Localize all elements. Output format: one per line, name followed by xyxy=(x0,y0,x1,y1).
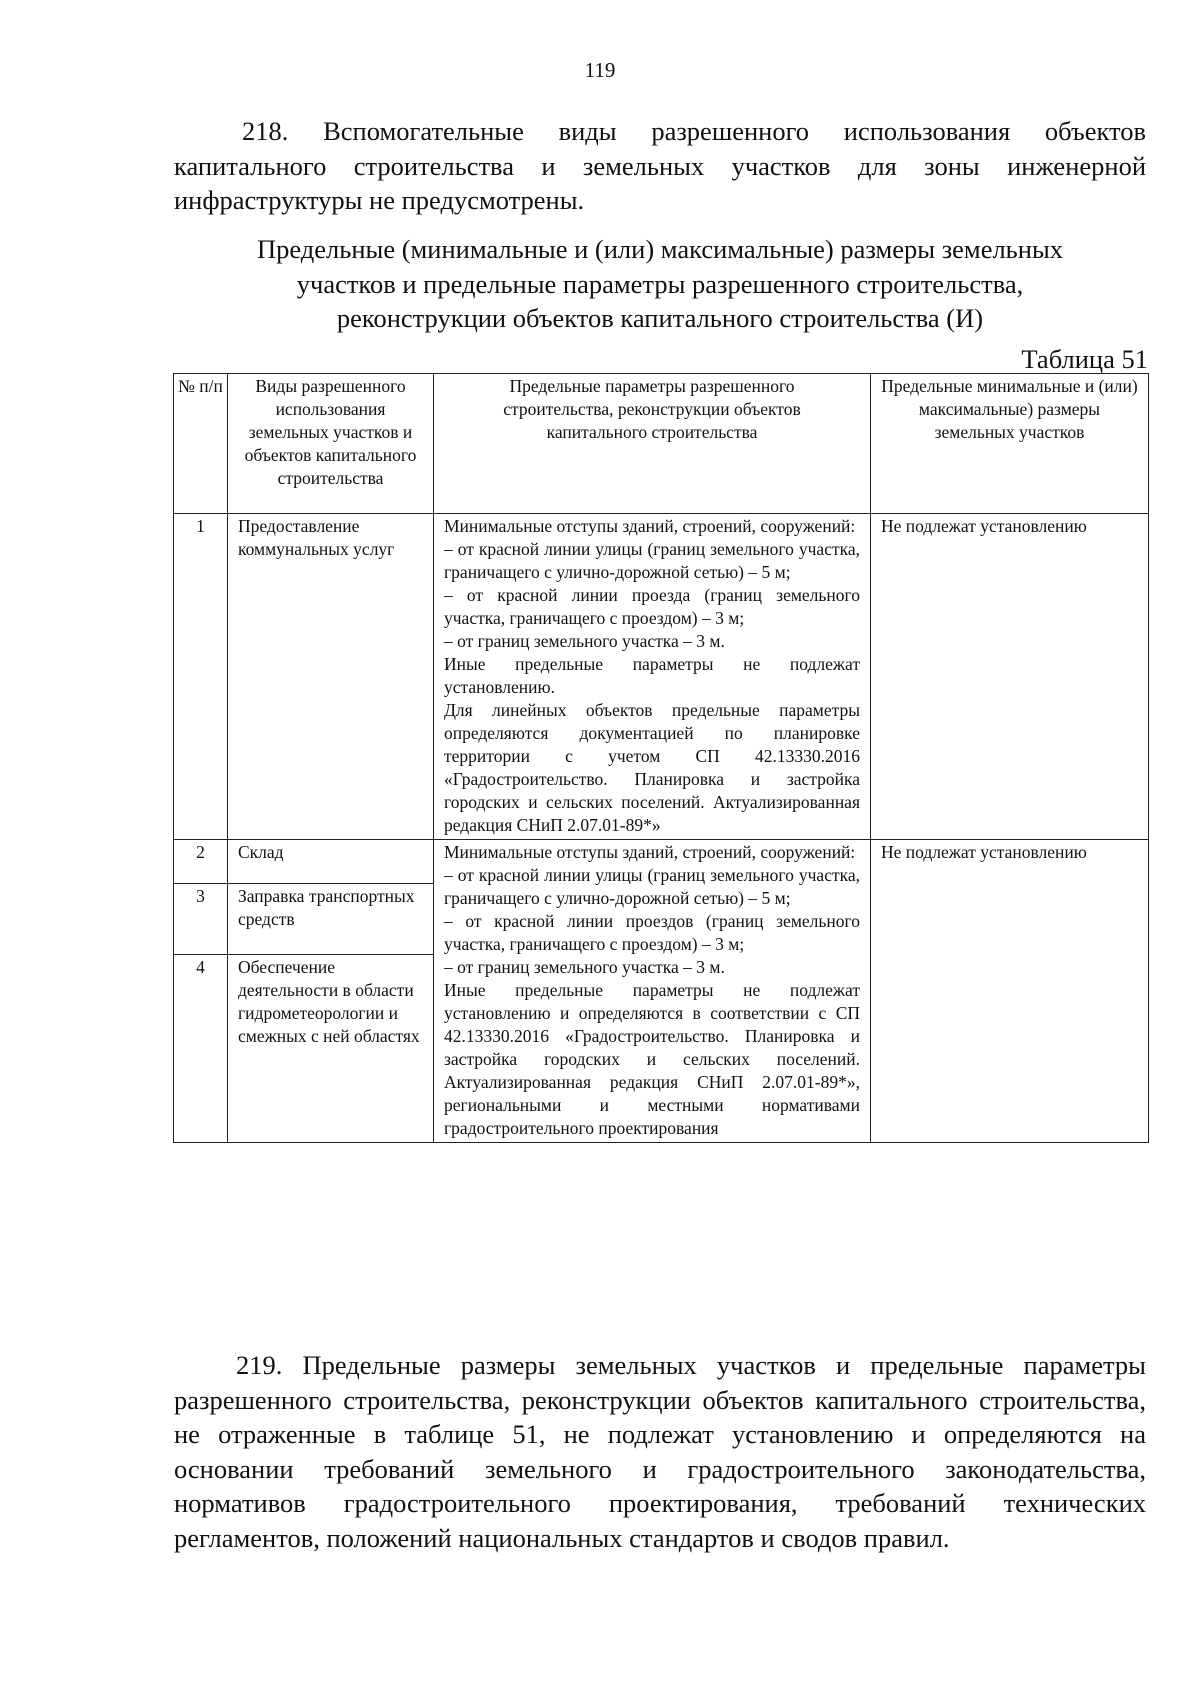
group-plot-sizes: Не подлежат установлению xyxy=(871,840,1149,1143)
param-line: – от границ земельного участка – 3 м. xyxy=(444,957,725,977)
param-line: Минимальные отступы зданий, строений, сооружений: xyxy=(444,842,856,862)
table-row xyxy=(174,514,1149,840)
group-parameters xyxy=(434,840,871,1143)
table-heading xyxy=(174,232,1146,336)
paragraph-219: 219. Предельные размеры земельных участков и предельные параметры разрешенного строительства, реконструкции объектов капитального строительства, не отраженные в таблице 51, не подлежат установлению и определяются на основании требований земельного и градостроительного законодательства, нормативов градостроительного проектирования, требований технических регламентов, положений национальных стандартов и сводов правил. xyxy=(174,1350,1146,1553)
header-number: № п/п xyxy=(174,374,228,514)
param-line: – от красной линии улицы (границ земельного участка, граничащего с улично-дорожной сетью) – 5 м; xyxy=(444,539,860,582)
header-parameters: Предельные параметры разрешенного строительства, реконструкции объектов капитального строительства xyxy=(434,374,871,514)
paragraph-218: 218. Вспомогательные виды разрешенного использования объектов капитального строительства и земельных участков для зоны инженерной инфраструктуры не предусмотрены. xyxy=(174,116,1146,215)
row-number: 1 xyxy=(174,514,228,840)
param-line: – от красной линии проезда (границ земельного участка, граничащего с проездом) – 3 м; xyxy=(444,585,860,628)
param-line: – от красной линии проездов (границ земельного участка, граничащего с проездом) – 3 м; xyxy=(444,911,860,954)
row-plot-sizes: Не подлежат установлению xyxy=(871,514,1149,840)
heading-line-3: реконструкции объектов капитального строительства (И) xyxy=(336,303,984,333)
heading-line-1: Предельные (минимальные и (или) максимальные) размеры земельных xyxy=(256,234,1064,264)
param-line: Для линейных объектов предельные параметры определяются документацией по планировке территории с учетом СП 42.13330.2016 «Градостроительство. Планировка и застройка городских и сельских поселений. Актуализированная редакция СНиП 2.07.01-89*» xyxy=(444,700,860,835)
row-use-type: Склад xyxy=(228,840,434,884)
row-number: 3 xyxy=(174,884,228,955)
param-line: Минимальные отступы зданий, строений, сооружений: xyxy=(444,516,856,536)
header-use-type: Виды разрешенного использования земельных участков и объектов капитального строительства xyxy=(228,374,434,514)
table-row xyxy=(174,840,1149,884)
row-number: 2 xyxy=(174,840,228,884)
param-line: Иные предельные параметры не подлежат установлению. xyxy=(444,654,860,697)
row-number: 4 xyxy=(174,955,228,1143)
row-parameters xyxy=(434,514,871,840)
regulations-table xyxy=(173,373,1149,1143)
table-header-row xyxy=(174,374,1149,514)
table-caption: Таблица 51 xyxy=(1021,344,1148,374)
page-number: 119 xyxy=(584,58,616,82)
header-plot-sizes: Предельные минимальные и (или) максимальные) размеры земельных участков xyxy=(871,374,1149,514)
row-use-type: Обеспечение деятельности в области гидрометеорологии и смежных с ней областях xyxy=(228,955,434,1143)
param-line: – от красной линии улицы (границ земельного участка, граничащего с улично-дорожной сетью) – 5 м; xyxy=(444,865,860,908)
param-line: Иные предельные параметры не подлежат установлению и определяются в соответствии с СП 42.13330.2016 «Градостроительство. Планировка и застройка городских и сельских поселений. Актуализированная редакция СНиП 2.07.01-89*», региональными и местными нормативами градостроительного проектирования xyxy=(444,980,860,1138)
param-line: – от границ земельного участка – 3 м. xyxy=(444,631,725,651)
row-use-type: Заправка транспортных средств xyxy=(228,884,434,955)
heading-line-2: участков и предельные параметры разрешенного строительства, xyxy=(296,268,1024,299)
row-use-type: Предоставление коммунальных услуг xyxy=(228,514,434,840)
